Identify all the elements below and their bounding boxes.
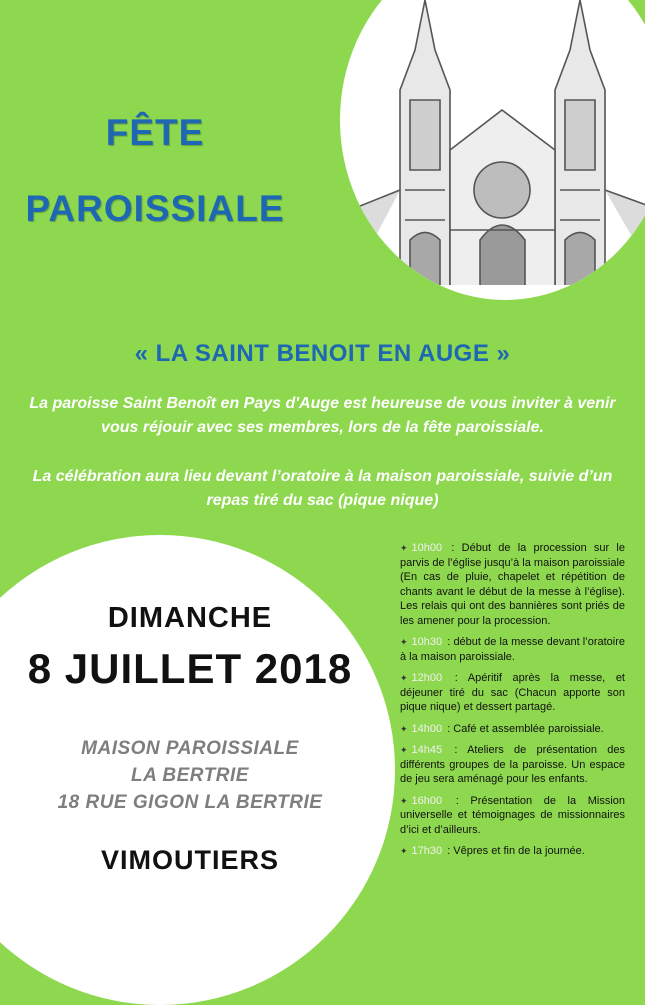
title-line-2: PAROISSIALE — [25, 188, 285, 229]
schedule-time: 10h30 — [411, 636, 443, 648]
schedule-item — [400, 844, 625, 859]
schedule-text: : début de la messe devant l’oratoire à la maison paroissiale. — [400, 636, 625, 663]
intro-paragraph-1: La paroisse Saint Benoît en Pays d'Auge est heureuse de vous inviter à venir vous réjouir avec ses membres, lors de la fête paroissiale. — [29, 395, 616, 436]
subtitle: « LA SAINT BENOIT EN AUGE » — [134, 340, 511, 367]
schedule-item — [400, 635, 625, 664]
schedule-time: 17h30 — [411, 845, 443, 857]
schedule-time: 16h00 — [411, 794, 443, 807]
event-day: DIMANCHE — [107, 602, 273, 634]
star-bullet-icon: ✦ — [400, 673, 408, 683]
schedule-time: 12h00 — [411, 672, 443, 684]
schedule-time: 14h00 — [411, 722, 443, 735]
schedule-item — [400, 794, 625, 838]
star-bullet-icon: ✦ — [400, 543, 408, 553]
church-photo-circle — [340, 0, 645, 300]
star-bullet-icon: ✦ — [400, 637, 408, 647]
event-date: 8 JUILLET 2018 — [27, 645, 353, 692]
schedule-text: : Présentation de la Mission universelle et témoignages de missionnaires d’ici et d’ailleurs. — [400, 794, 625, 836]
schedule-list — [400, 541, 625, 866]
star-bullet-icon: ✦ — [400, 795, 408, 806]
church-illustration — [340, 0, 645, 300]
schedule-text: : Vêpres et fin de la journée. — [444, 845, 585, 857]
star-bullet-icon: ✦ — [400, 846, 408, 856]
schedule-text: : Ateliers de présentation des différents groupes de la paroisse. Un espace de jeu sera aménagé pour les enfants. — [400, 744, 625, 785]
star-bullet-icon: ✦ — [400, 745, 408, 755]
schedule-time: 10h00 — [411, 542, 443, 554]
schedule-item — [400, 671, 625, 715]
address-line-2: LA BERTRIE — [131, 765, 249, 786]
schedule-text: : Café et assemblée paroissiale. — [444, 722, 604, 735]
star-bullet-icon: ✦ — [400, 723, 408, 734]
event-city: VIMOUTIERS — [100, 845, 279, 875]
address-line-3: 18 RUE GIGON LA BERTRIE — [57, 792, 323, 813]
schedule-item — [400, 743, 625, 787]
schedule-text: : Apéritif après la messe, et déjeuner tiré du sac (Chacun apporte son pique nique) et dessert partagé. — [400, 672, 625, 713]
title-line-1: FÊTE — [105, 112, 205, 153]
intro-paragraph-2: La célébration aura lieu devant l’oratoire à la maison paroissiale, suivie d’un repas tiré du sac (pique nique) — [32, 468, 613, 509]
schedule-item — [400, 722, 625, 737]
address-line-1: MAISON PAROISSIALE — [81, 738, 299, 759]
schedule-text: : Début de la procession sur le parvis de l’église jusqu’à la maison paroissiale (En cas de pluie, chapelet et répétition de chants avant le début de la messe à l’église). Les relais qui ont des bannières sont priés de les amener pour la procession. — [400, 542, 626, 627]
schedule-time: 14h45 — [411, 744, 443, 756]
schedule-item — [400, 541, 625, 628]
